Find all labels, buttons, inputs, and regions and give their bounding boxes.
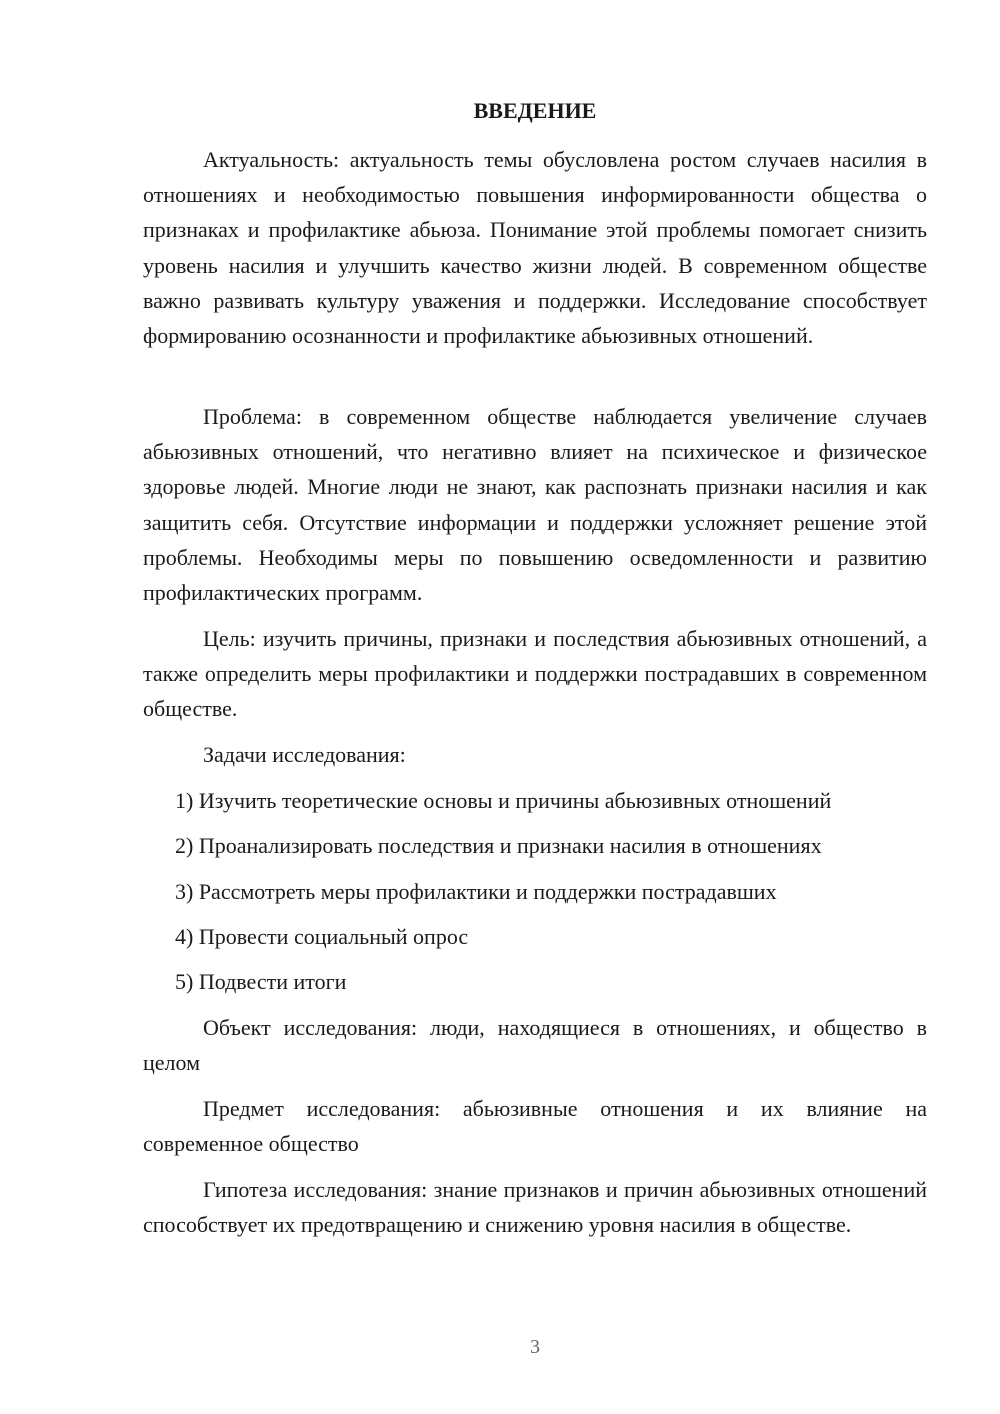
section-heading: ВВЕДЕНИЕ xyxy=(473,98,597,123)
page-number: 3 xyxy=(530,1336,540,1358)
document-page xyxy=(143,0,927,1414)
task-item: 3) Рассмотреть меры профилактики и поддержки пострадавших xyxy=(175,879,777,904)
task-item: 5) Подвести итоги xyxy=(175,969,347,994)
relevance-paragraph: Актуальность: актуальность темы обусловлена ростом случаев насилия в отношениях и необходимостью повышения информированности общества о признаках и профилактике абьюза. Понимание этой проблемы помогает снизить уровень насилия и улучшить качество жизни людей. В современном обществе важно развивать культуру уважения и поддержки. Исследование способствует формированию осознанности и профилактике абьюзивных отношений. xyxy=(143,147,927,349)
tasks-heading: Задачи исследования: xyxy=(203,742,406,767)
hypothesis-paragraph: Гипотеза исследования: знание признаков и причин абьюзивных отношений способствует их предотвращению и снижению уровня насилия в обществе. xyxy=(143,1177,927,1238)
task-item: 2) Проанализировать последствия и признаки насилия в отношениях xyxy=(175,833,822,858)
problem-paragraph: Проблема: в современном обществе наблюдается увеличение случаев абьюзивных отношений, что негативно влияет на психическое и физическое здоровье людей. Многие люди не знают, как распознать признаки насилия и как защитить себя. Отсутствие информации и поддержки усложняет решение этой проблемы. Необходимы меры по повышению осведомленности и развитию профилактических программ. xyxy=(143,404,927,606)
subject-paragraph: Предмет исследования: абьюзивные отношения и их влияние на современное общество xyxy=(143,1096,927,1157)
task-item: 1) Изучить теоретические основы и причины абьюзивных отношений xyxy=(175,788,832,813)
task-item: 4) Провести социальный опрос xyxy=(175,924,469,949)
goal-paragraph: Цель: изучить причины, признаки и последствия абьюзивных отношений, а также определить меры профилактики и поддержки пострадавших в современном обществе. xyxy=(143,626,927,722)
object-paragraph: Объект исследования: люди, находящиеся в отношениях, и общество в целом xyxy=(143,1015,927,1076)
